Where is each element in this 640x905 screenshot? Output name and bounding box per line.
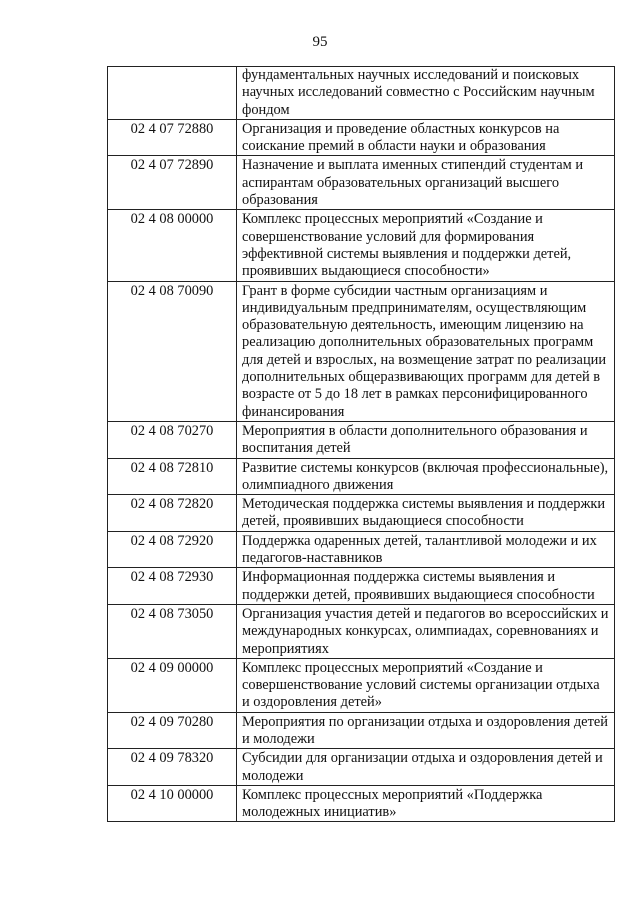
- row-description: Методическая поддержка системы выявления и поддержки детей, проявивших выдающиеся способности: [237, 495, 615, 532]
- row-code: 02 4 08 72920: [108, 531, 237, 568]
- table-row: [108, 531, 615, 568]
- row-code: 02 4 08 00000: [108, 210, 237, 281]
- row-code: 02 4 09 00000: [108, 658, 237, 712]
- table-row: [108, 658, 615, 712]
- row-code: 02 4 08 72820: [108, 495, 237, 532]
- row-code: 02 4 07 72890: [108, 156, 237, 210]
- table-row: [108, 495, 615, 532]
- row-code: 02 4 08 70270: [108, 421, 237, 458]
- row-code: 02 4 08 70090: [108, 281, 237, 421]
- table-row: [108, 119, 615, 156]
- row-description: Организация участия детей и педагогов во всероссийских и международных конкурсах, олимпиадах, соревнованиях и мероприятиях: [237, 604, 615, 658]
- row-code: 02 4 10 00000: [108, 785, 237, 822]
- row-description: Мероприятия по организации отдыха и оздоровления детей и молодежи: [237, 712, 615, 749]
- row-description: Субсидии для организации отдыха и оздоровления детей и молодежи: [237, 749, 615, 786]
- row-description: Развитие системы конкурсов (включая профессиональные), олимпиадного движения: [237, 458, 615, 495]
- table-row: [108, 281, 615, 421]
- row-code: 02 4 07 72880: [108, 119, 237, 156]
- row-code: [108, 67, 237, 120]
- table-row: [108, 421, 615, 458]
- row-code: 02 4 09 70280: [108, 712, 237, 749]
- table-row: [108, 458, 615, 495]
- row-description: Комплекс процессных мероприятий «Поддержка молодежных инициатив»: [237, 785, 615, 822]
- row-code: 02 4 08 72810: [108, 458, 237, 495]
- table-row: [108, 156, 615, 210]
- row-description: Информационная поддержка системы выявления и поддержки детей, проявивших выдающиеся способности: [237, 568, 615, 605]
- row-description: Комплекс процессных мероприятий «Создание и совершенствование условий для формирования эффективной системы выявления и поддержки детей, проявивших выдающиеся способности»: [237, 210, 615, 281]
- row-description: Мероприятия в области дополнительного образования и воспитания детей: [237, 421, 615, 458]
- row-code: 02 4 09 78320: [108, 749, 237, 786]
- table-row: [108, 568, 615, 605]
- row-code: 02 4 08 72930: [108, 568, 237, 605]
- table-row: [108, 785, 615, 822]
- row-code: 02 4 08 73050: [108, 604, 237, 658]
- table-row: [108, 604, 615, 658]
- row-description: Организация и проведение областных конкурсов на соискание премий в области науки и образования: [237, 119, 615, 156]
- row-description: Грант в форме субсидии частным организациям и индивидуальным предпринимателям, осуществляющим образовательную деятельность, имеющим лицензию на реализацию дополнительных образовательных программ для детей и взрослых, на возмещение затрат по реализации дополнительных общеразвивающих программ для детей в возрасте от 5 до 18 лет в рамках персонифицированного финансирования: [237, 281, 615, 421]
- table-row: [108, 749, 615, 786]
- row-description: Поддержка одаренных детей, талантливой молодежи и их педагогов-наставников: [237, 531, 615, 568]
- budget-classification-table: [107, 66, 615, 822]
- row-description: Комплекс процессных мероприятий «Создание и совершенствование условий системы организации отдыха и оздоровления детей»: [237, 658, 615, 712]
- table-row: [108, 712, 615, 749]
- row-description: Назначение и выплата именных стипендий студентам и аспирантам образовательных организаций высшего образования: [237, 156, 615, 210]
- page-number: 95: [312, 34, 328, 50]
- table-row: [108, 210, 615, 281]
- row-description: фундаментальных научных исследований и поисковых научных исследований совместно с Российским научным фондом: [237, 67, 615, 120]
- table-row: [108, 67, 615, 120]
